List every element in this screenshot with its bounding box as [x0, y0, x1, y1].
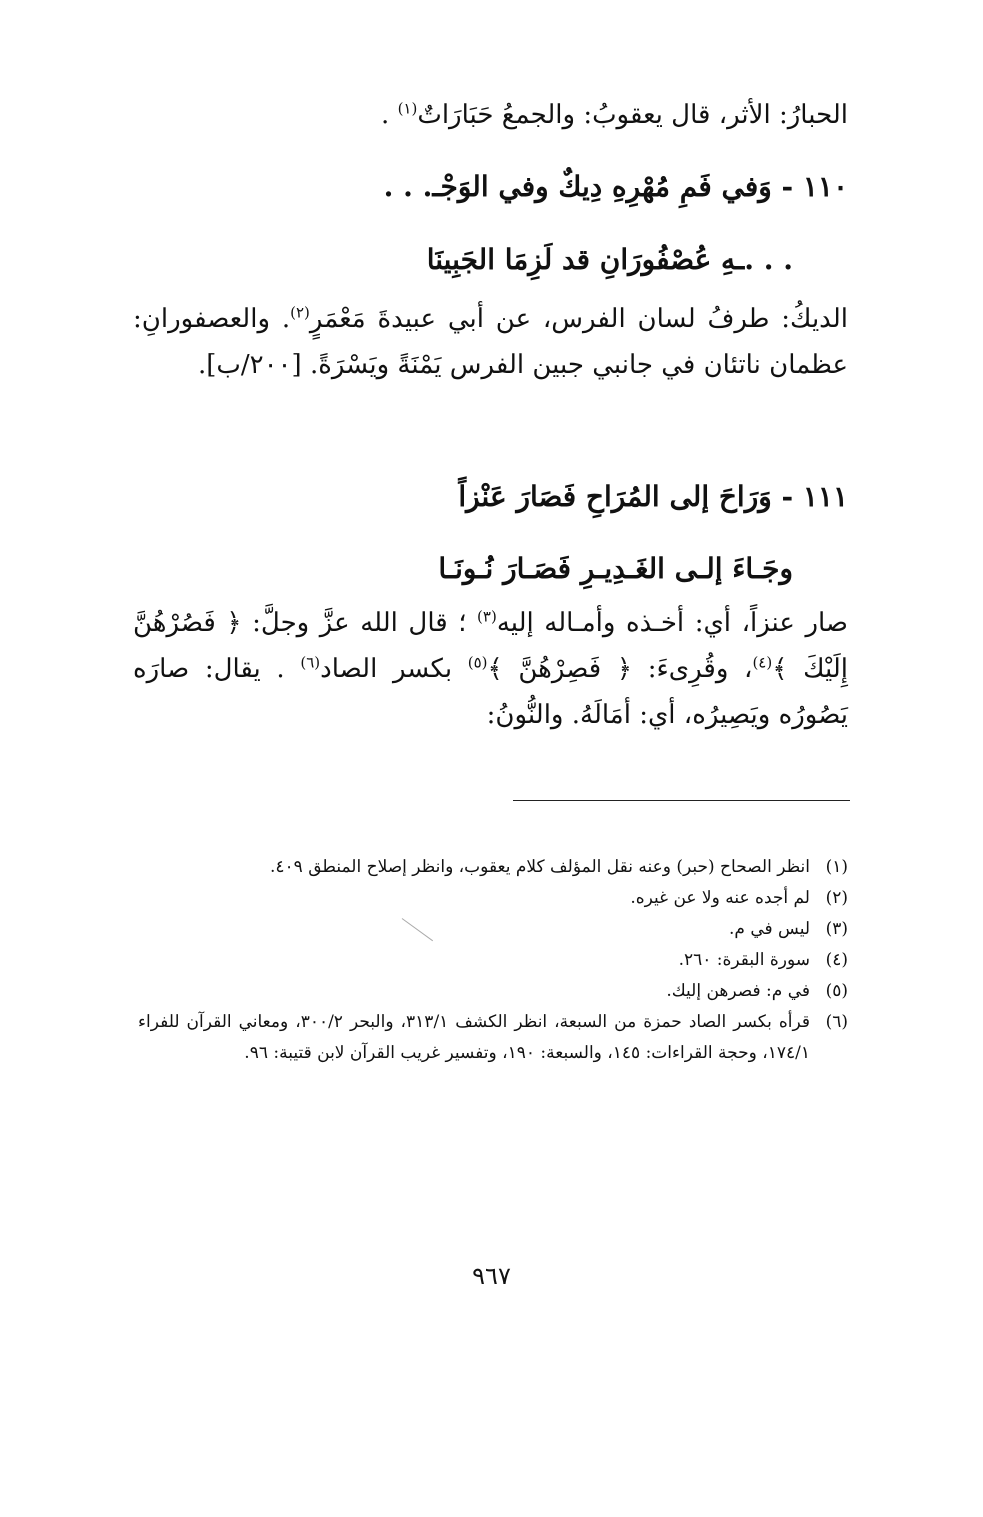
- paragraph-sar-text-2: ؛ قال الله عزَّ وجلَّ: ﴿ فَصُرْهُنَّ إِلَيْكَ ﴾: [133, 608, 848, 684]
- footnote-number: (٣): [825, 919, 848, 939]
- page-number: ٩٦٧: [472, 1262, 511, 1290]
- footnote-text: لم أجده عنه ولا عن غيره.: [630, 888, 810, 908]
- paragraph-dik-end: . والعصفورانِ: عظمان ناتئان في جانبي جبين الفرس يَمْنَةً ويَسْرَةً. [٢٠٠/ب].: [133, 304, 848, 380]
- paragraph-habar: [133, 92, 848, 138]
- footnote-text: انظر الصحاح (حبر) وعنه نقل المؤلف كلام يعقوب، وانظر إصلاح المنطق ٤٠٩.: [270, 857, 810, 877]
- paragraph-habar-text: الحبارُ: الأثر، قال يعقوبُ: والجمعُ حَبَارَاتٌ: [417, 100, 848, 130]
- paragraph-dik-text: الديكُ: طرفُ لسان الفرس، عن أبي عبيدةَ مَعْمَرٍ: [309, 304, 848, 334]
- footnote-ref-6: (٦): [300, 653, 321, 672]
- verse-110-first-hemistich: ١١٠ - وَفي فَمِ مُهْرِهِ دِيكٌ وفي الوَجْـ. . .: [383, 170, 848, 203]
- footnote-text: قرأه بكسر الصاد حمزة من السبعة، انظر الكشف ٣١٣/١، والبحر ٣٠٠/٢، ومعاني القرآن للفراء ١٧٤/١، وحجة القراءات: ١٤٥، والسبعة: ١٩٠، وتفسير غريب القرآن لابن قتيبة: ٩٦.: [138, 1012, 811, 1063]
- paragraph-sar-text-1: صار عنزاً، أي: أخـذه وأمـاله إليه: [496, 608, 848, 638]
- footnote-ref-2: (٢): [290, 303, 310, 322]
- paragraph-habar-end: .: [381, 100, 390, 130]
- paragraph-sar-text-3: ، وقُرِىءَ: ﴿ فَصِرْهُنَّ ﴾: [487, 654, 753, 684]
- footnote-number: (٦): [825, 1012, 848, 1032]
- verse-111-first-hemistich: ١١١ - وَرَاحَ إلى المُرَاحِ فَصَارَ عَنْزاً: [458, 480, 848, 513]
- footnotes: [138, 852, 848, 1069]
- footnote-6: [138, 1007, 848, 1069]
- footnote-number: (٢): [825, 888, 848, 908]
- paragraph-sar-text-5: . يقال: صارَه يَصُورُه ويَصِيرُه، أي: أمَالَهُ. والنُّونُ:: [133, 654, 848, 730]
- footnote-ref-3: (٣): [477, 607, 497, 626]
- footnote-ref-5: (٥): [467, 653, 488, 672]
- footnote-text: في م: فصرهن إليك.: [666, 981, 810, 1001]
- footnote-3: [138, 914, 848, 945]
- paragraph-dik: [133, 296, 848, 388]
- footnote-separator: [513, 800, 850, 801]
- footnote-text: ليس في م.: [728, 919, 810, 939]
- footnote-text: سورة البقرة: ٢٦٠.: [678, 950, 810, 970]
- footnote-2: [138, 883, 848, 914]
- footnote-ref-1: (١): [397, 99, 418, 118]
- verse-111-second-hemistich: وجَـاءَ إلـى الغَـدِيـرِ فَصَـارَ نُـونَـا: [438, 552, 793, 585]
- paragraph-sar: [133, 600, 848, 738]
- verse-110-second-hemistich: . . .ـهِ عُصْفُورَانِ قد لَزِمَا الجَبِينَا: [426, 243, 793, 276]
- paragraph-sar-text-4: بكسر الصاد: [320, 654, 468, 684]
- footnote-1: [138, 852, 848, 883]
- footnote-number: (١): [825, 857, 848, 877]
- footnote-number: (٤): [825, 950, 848, 970]
- footnote-number: (٥): [825, 981, 848, 1001]
- footnote-5: [138, 976, 848, 1007]
- footnote-4: [138, 945, 848, 976]
- footnote-ref-4: (٤): [752, 653, 773, 672]
